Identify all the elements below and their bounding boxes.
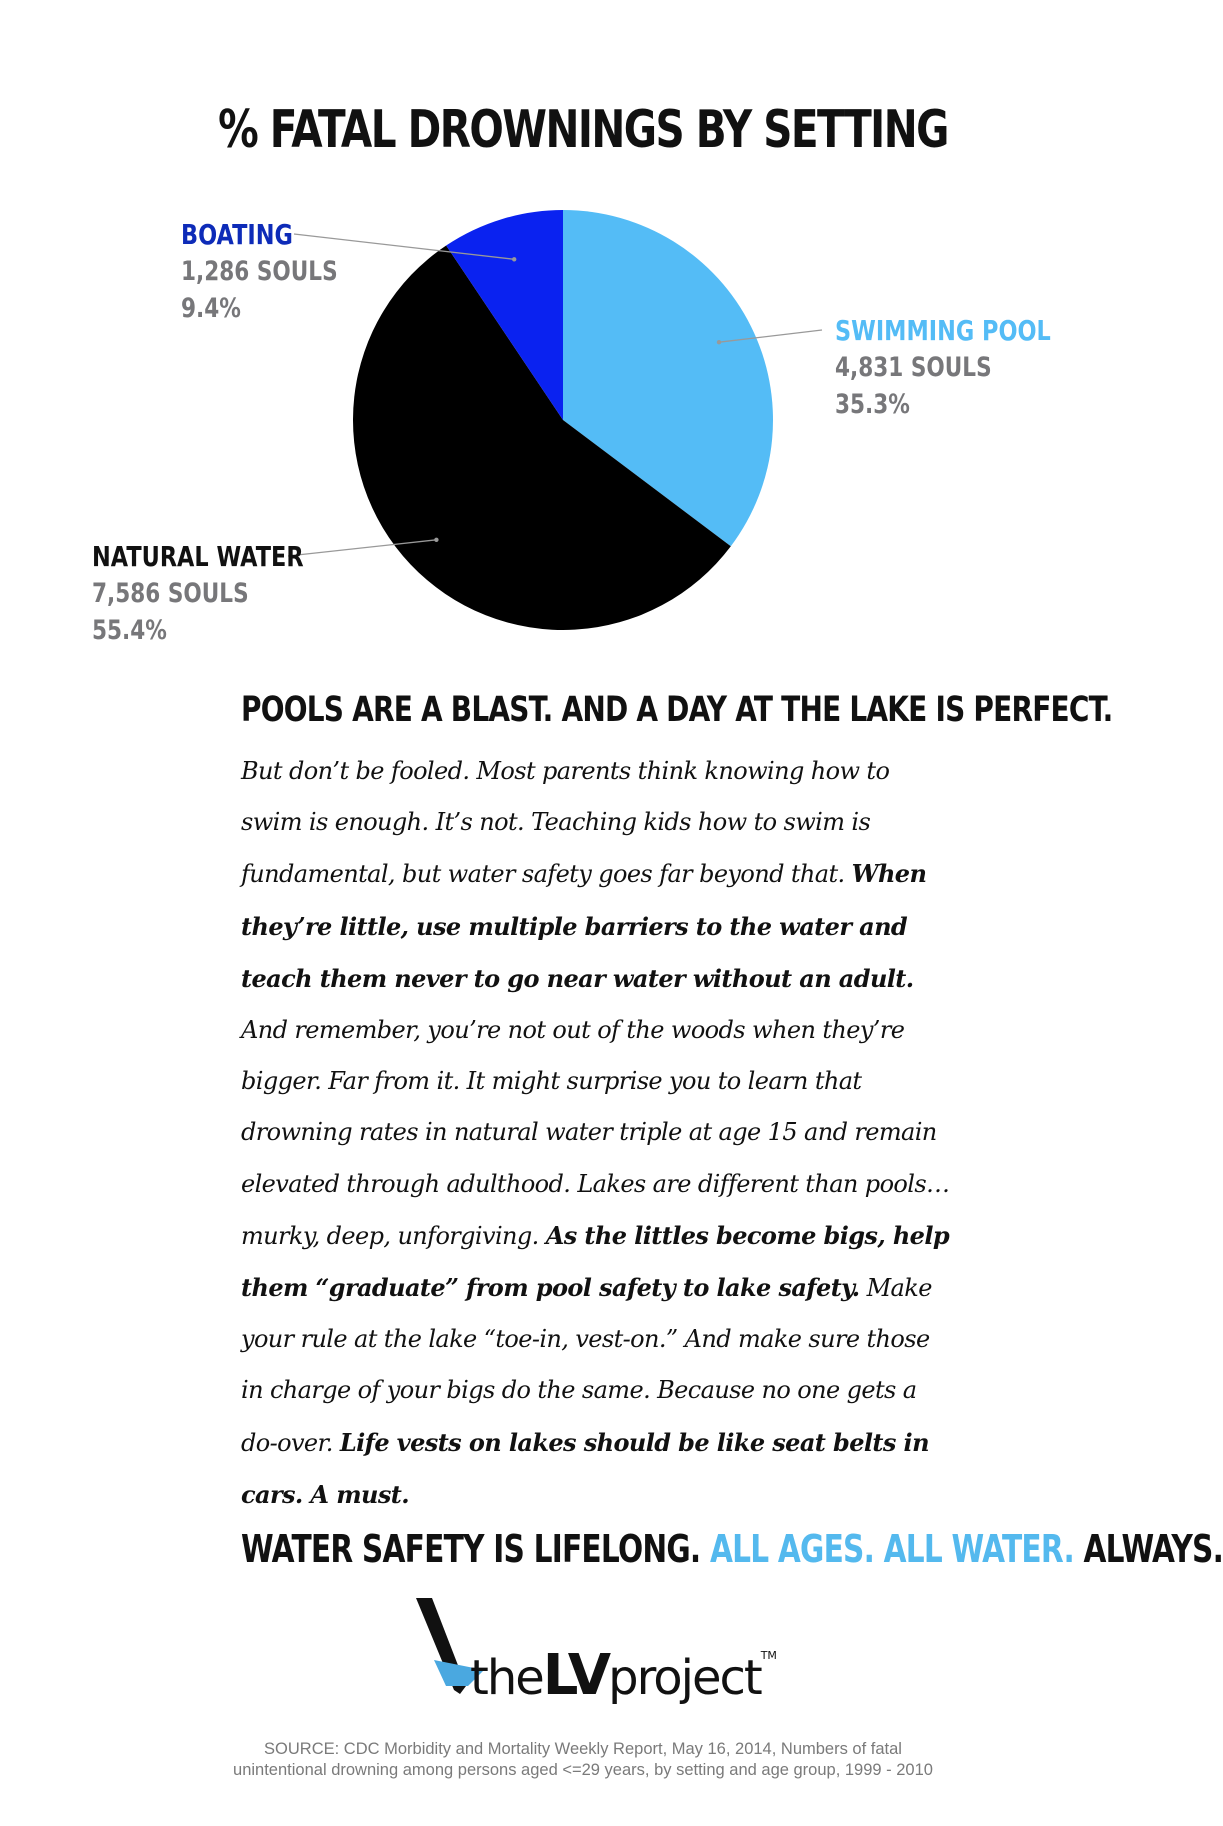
logo-the: the	[470, 1650, 543, 1706]
natural-water-count: 7,586 SOULS	[92, 578, 249, 609]
natural-water-label: NATURAL WATER	[92, 540, 304, 573]
leader-dot-natural-water	[434, 538, 438, 542]
pie-slices	[353, 210, 773, 630]
legend-natural-water	[92, 538, 304, 649]
source-line-2: unintentional drowning among persons aged <=29 years, by setting and age group, 1999 - 2010	[233, 1761, 933, 1779]
logo-project: project	[608, 1650, 761, 1706]
swimming-pool-count: 4,831 SOULS	[835, 352, 992, 383]
logo-lv: LV	[542, 1643, 609, 1708]
chart-title: % FATAL DROWNINGS BY SETTING	[218, 100, 948, 160]
leader-dot-boating	[512, 257, 516, 261]
body-text-3: Make your rule at the lake “toe-in, vest-on.” And make sure those in charge of your bigs do the same. Because no one gets a do-over.	[241, 1274, 932, 1457]
legend-boating	[181, 216, 338, 327]
tagline-highlight: ALL AGES. ALL WATER.	[709, 1527, 1074, 1571]
source-line-1: SOURCE: CDC Morbidity and Mortality Weekly Report, May 16, 2014, Numbers of fatal	[264, 1740, 902, 1758]
tagline-end: ALWAYS.	[1073, 1527, 1223, 1571]
logo-trademark: TM	[760, 1649, 777, 1662]
boating-label: BOATING	[181, 218, 293, 251]
body-emphasis-1: When they’re little, use multiple barriers to the water and teach them never to go near water without an adult.	[241, 859, 927, 993]
body-emphasis-3: Life vests on lakes should be like seat belts in cars. A must.	[241, 1427, 929, 1509]
body-emphasis-2: As the littles become bigs, help them “graduate” from pool safety to lake safety.	[241, 1220, 950, 1303]
tagline-start: WATER SAFETY IS LIFELONG.	[241, 1527, 710, 1571]
body-text-1: But don’t be fooled. Most parents think knowing how to swim is enough. It’s not. Teaching kids how to swim is fundamental, but water safety goes far beyond that.	[241, 757, 890, 889]
swimming-pool-label: SWIMMING POOL	[835, 314, 1051, 347]
article-body	[241, 746, 957, 1521]
source-note	[0, 1739, 1166, 1781]
legend-swimming-pool	[835, 312, 1051, 423]
natural-water-percent: 55.4%	[92, 615, 167, 646]
lv-project-logo	[470, 1643, 777, 1708]
swimming-pool-percent: 35.3%	[835, 389, 910, 420]
body-text-2: And remember, you’re not out of the woods when they’re bigger. Far from it. It might surprise you to learn that drowning rates in natural water triple at age 15 and remain elevated through adulthood. Lakes are different than pools… murky, deep, unforgiving.	[241, 1016, 950, 1250]
article-headline: POOLS ARE A BLAST. AND A DAY AT THE LAKE IS PERFECT.	[241, 690, 1113, 730]
boating-percent: 9.4%	[181, 293, 241, 324]
boating-count: 1,286 SOULS	[181, 256, 338, 287]
tagline	[241, 1527, 1223, 1571]
leader-dot-swimming-pool	[717, 340, 721, 344]
